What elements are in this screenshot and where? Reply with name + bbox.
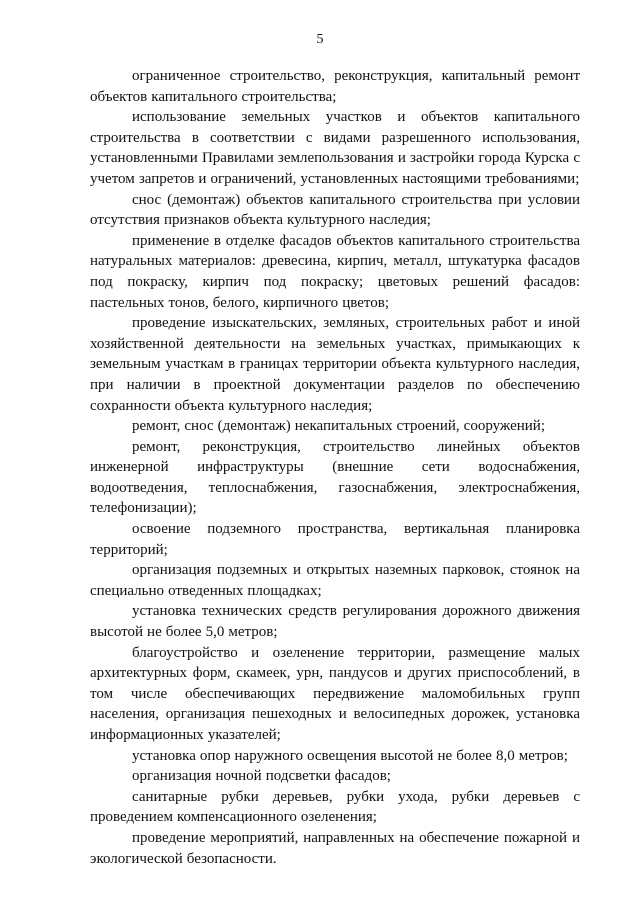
paragraph-street-lighting: установка опор наружного освещения высотой не более 8,0 метров; — [132, 747, 568, 764]
paragraph-facade-materials: применение в отделке фасадов объектов капитального строительства натуральных материалов: древесина, кирпич, металл, штукатурка фасадов под покраску, кирпич под покраску; цветовых решений фасадов: пастельных тонов, белого, кирпичного цветов; — [90, 232, 580, 311]
page-number: 5 — [316, 32, 324, 47]
paragraph-traffic-control: установка технических средств регулирования дорожного движения высотой не более 5,0 метров; — [90, 603, 580, 641]
paragraph-parking: организация подземных и открытых наземных парковок, стоянок на специально отведенных площадках; — [90, 562, 580, 599]
paragraph-safety-measures: проведение мероприятий, направленных на обеспечение пожарной и экологической безопасности. — [90, 829, 580, 867]
paragraph-landscaping: благоустройство и озеленение территории, размещение малых архитектурных форм, скамеек, урн, пандусов и других приспособлений, в том числе обеспечивающих передвижение маломобильных групп населения, организация пешеходных и велосипедных дорожек, установка информационных указателей; — [90, 644, 580, 743]
paragraph-land-use: использование земельных участков и объектов капитального строительства в соответствии с видами разрешенного использования, установленными Правилами землепользования и застройки города Курска с учетом запретов и ограничений, установленных настоящими требованиями; — [90, 109, 580, 187]
document-body — [90, 66, 580, 869]
paragraph-underground-space: освоение подземного пространства, вертикальная планировка территорий; — [90, 521, 580, 558]
paragraph-non-capital-structures: ремонт, снос (демонтаж) некапитальных строений, сооружений; — [132, 418, 546, 435]
paragraph-limited-construction: ограниченное строительство, реконструкция, капитальный ремонт объектов капитального строительства; — [90, 68, 580, 105]
paragraph-survey-works: проведение изыскательских, земляных, строительных работ и иной хозяйственной деятельности на земельных участках, примыкающих к земельным участкам в границах территории объекта культурного наследия, при наличии в проектной документации разделов по обеспечению сохранности объекта культурного наследия; — [90, 315, 580, 414]
paragraph-demolition: снос (демонтаж) объектов капитального строительства при условии отсутствия признаков объекта культурного наследия; — [90, 191, 580, 229]
paragraph-facade-illumination: организация ночной подсветки фасадов; — [132, 768, 391, 785]
paragraph-linear-infrastructure: ремонт, реконструкция, строительство линейных объектов инженерной инфраструктуры (внешние сети водоснабжения, водоотведения, теплоснабжения, газоснабжения, электроснабжения, телефонизации); — [90, 438, 580, 517]
paragraph-sanitary-felling: санитарные рубки деревьев, рубки ухода, рубки деревьев с проведением компенсационного озеленения; — [90, 788, 580, 826]
